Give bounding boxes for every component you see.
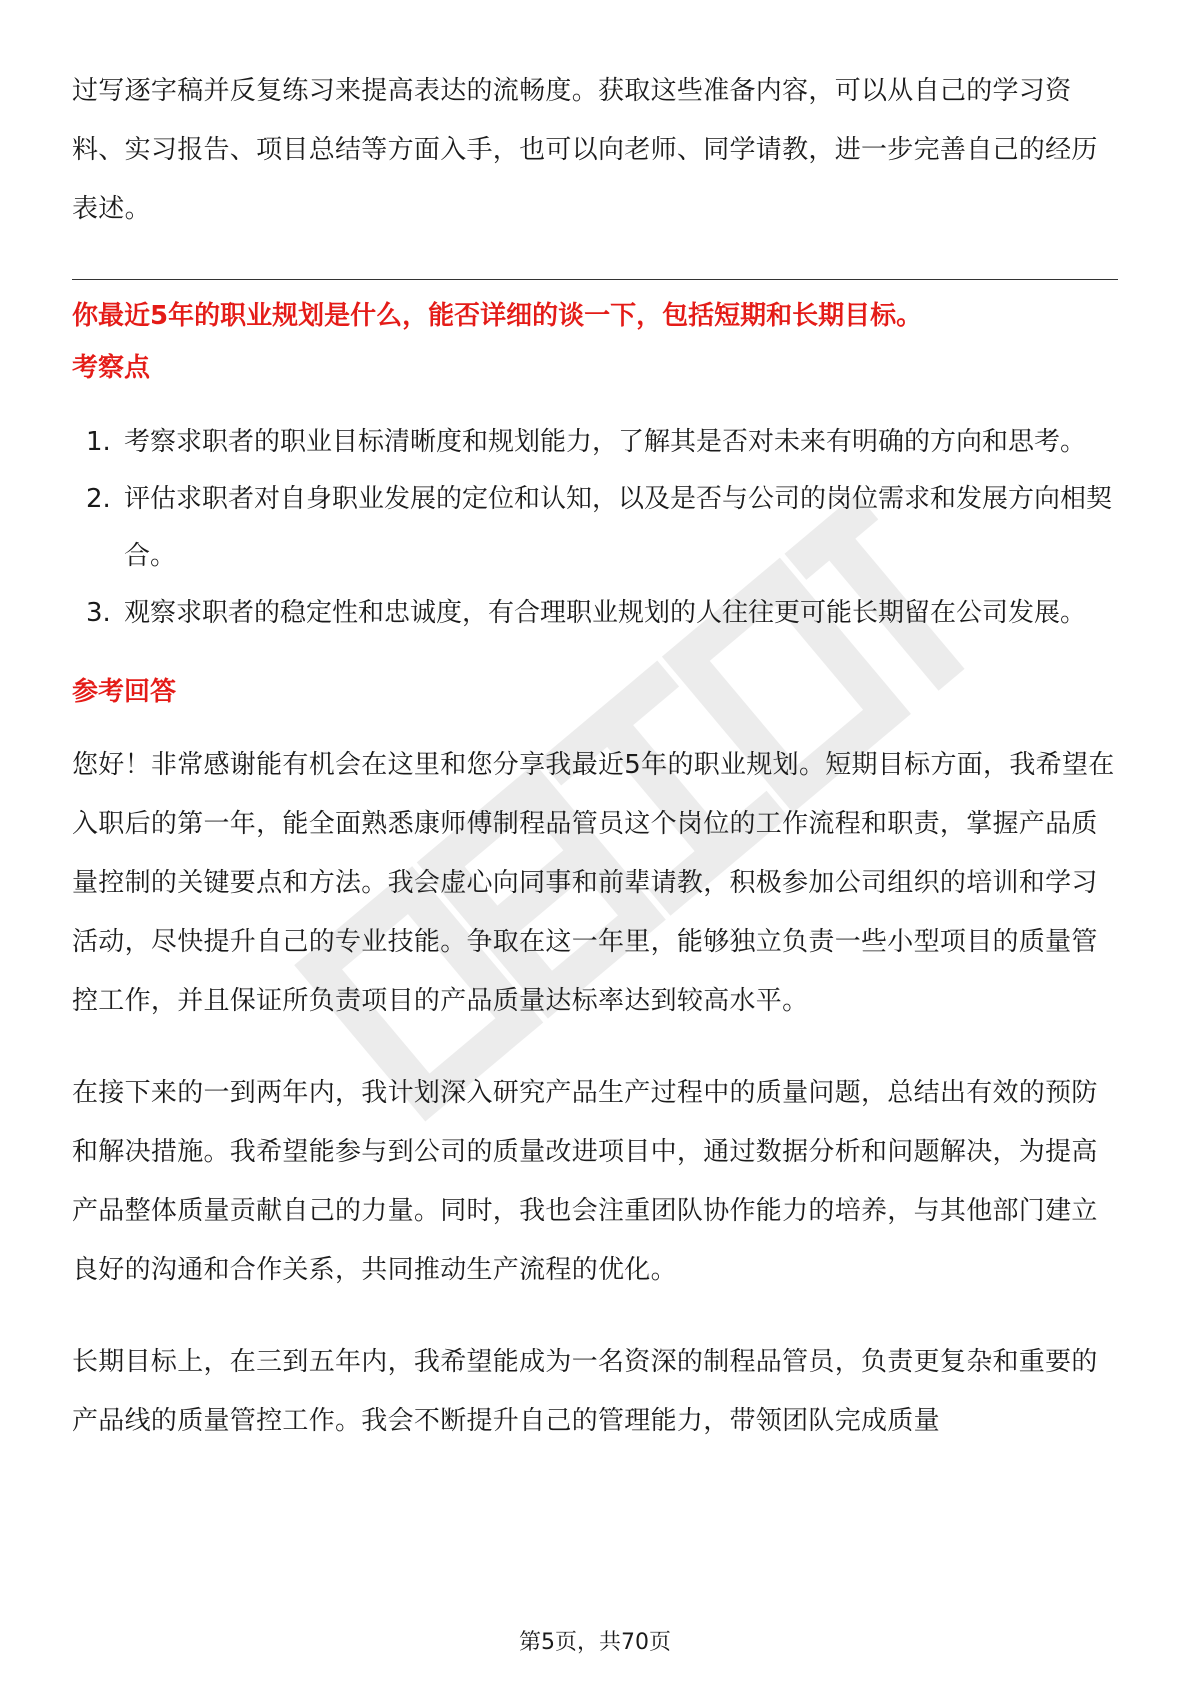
answer-body (72, 736, 1118, 1451)
answer-paragraph: 您好！非常感谢能有机会在这里和您分享我最近5年的职业规划。短期目标方面，我希望在入职后的第一年，能全面熟悉康师傅制程品管员这个岗位的工作流程和职责，掌握产品质量控制的关键要点和方法。我会虚心向同事和前辈请教，积极参加公司组织的培训和学习活动，尽快提升自己的专业技能。争取在这一年里，能够独立负责一些小型项目的质量管控工作，并且保证所负责项目的产品质量达标率达到较高水平。 (72, 750, 1115, 1016)
list-item (72, 585, 1118, 642)
list-item-text: 考察求职者的职业目标清晰度和规划能力，了解其是否对未来有明确的方向和思考。 (124, 427, 1087, 457)
assessment-heading: 考察点 (72, 353, 151, 383)
assessment-list (72, 414, 1118, 642)
answer-heading: 参考回答 (72, 677, 177, 707)
page-content (72, 62, 1118, 1451)
list-item-text: 观察求职者的稳定性和忠诚度，有合理职业规划的人往往更可能长期留在公司发展。 (124, 598, 1087, 628)
list-item (72, 414, 1118, 471)
intro-paragraph: 过写逐字稿并反复练习来提高表达的流畅度。获取这些准备内容，可以从自己的学习资料、实习报告、项目总结等方面入手，也可以向老师、同学请教，进一步完善自己的经历表述。 (72, 76, 1098, 224)
list-item-text: 评估求职者对自身职业发展的定位和认知，以及是否与公司的岗位需求和发展方向相契合。 (124, 484, 1113, 571)
section-divider (72, 279, 1118, 280)
list-item-number: 1. (86, 427, 111, 457)
page-number-footer: 第5页，共70页 (519, 1630, 671, 1655)
list-item-number: 3. (86, 598, 111, 628)
question-title: 你最近5年的职业规划是什么，能否详细的谈一下，包括短期和长期目标。 (72, 301, 923, 331)
answer-paragraph: 长期目标上，在三到五年内，我希望能成为一名资深的制程品管员，负责更复杂和重要的产品线的质量管控工作。我会不断提升自己的管理能力，带领团队完成质量 (72, 1347, 1098, 1436)
list-item (72, 471, 1118, 585)
answer-paragraph: 在接下来的一到两年内，我计划深入研究产品生产过程中的质量问题，总结出有效的预防和解决措施。我希望能参与到公司的质量改进项目中，通过数据分析和问题解决，为提高产品整体质量贡献自己的力量。同时，我也会注重团队协作能力的培养，与其他部门建立良好的沟通和合作关系，共同推动生产流程的优化。 (72, 1078, 1098, 1285)
list-item-number: 2. (86, 484, 111, 514)
